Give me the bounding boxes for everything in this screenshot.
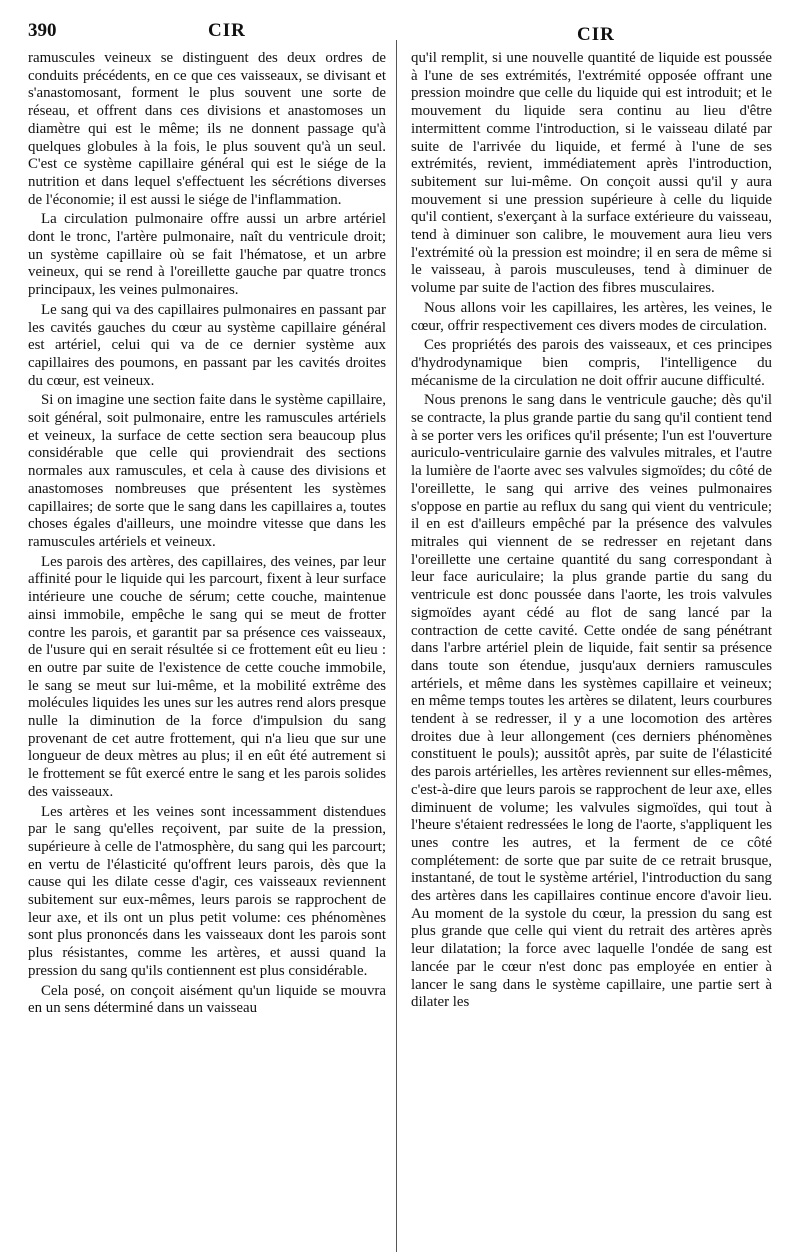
paragraph: qu'il remplit, si une nouvelle quantité de liquide est poussée à l'une de ses extrémités, l'extrémité opposée offrant une pression moindre que celle du liquide qui est introduit; et le mouvement du liquide sera continu au lieu d'être intermittent comme l'introduction, si le vaisseau dilaté par suite de l'arrivée du liquide, et fermé à l'une de ses extrémités, revient, immédiatement après l'introduction, subitement sur lui-même. On conçoit aussi qu'il y aura mouvement si une pression supérieure à celle du liquide qu'il contient, s'exerçant à la surface extérieure du vaisseau, tend à diminuer son calibre, le mouvement aura lieu vers l'extrémité où la pression est moindre; il en sera de même si le vaisseau, à parois musculeuses, tend à diminuer de volume par suite de l'action des fibres musculaires.: [411, 50, 772, 297]
paragraph: Cela posé, on conçoit aisément qu'un liquide se mouvra en un sens déterminé dans un vaisseau: [28, 982, 386, 1017]
paragraph: Les artères et les veines sont incessamment distendues par le sang qu'elles reçoivent, par suite de la pression, supérieure à celle de l'atmosphère, du sang qui les parcourt; en vertu de l'élasticité qu'offrent leurs parois, dès que la cause qui les dilate cesse d'agir, ces vaisseaux reviennent subitement sur eux-mêmes, leurs parois se rapprochent de leur axe, et ils ont un plus petit volume: ces phénomènes sont plus prononcés dans les vaisseaux dont les parois sont plus résistantes, comme les artères, et aussi quand la pression du sang qu'ils contiennent est plus considérable.: [28, 803, 386, 979]
paragraph: La circulation pulmonaire offre aussi un arbre artériel dont le tronc, l'artère pulmonaire, naît du ventricule droit; un système capillaire où se fait l'hématose, et un arbre veineux, qui se rend à l'oreillette gauche par quatre troncs principaux, les veines pulmonaires.: [28, 211, 386, 299]
right-column: [411, 50, 772, 1012]
paragraph: Ces propriétés des parois des vaisseaux, et ces principes d'hydrodynamique bien compris, l'intelligence du mécanisme de la circulation ne doit offrir aucune difficulté.: [411, 337, 772, 389]
paragraph: Nous allons voir les capillaires, les artères, les veines, le cœur, offrir respectivement ces divers modes de circulation.: [411, 299, 772, 334]
running-head-left: CIR: [208, 20, 246, 41]
paragraph: Les parois des artères, des capillaires, des veines, par leur affinité pour le liquide qui les parcourt, fixent à leur surface intérieure une couche de sérum; cette couche, maintenue ainsi immobile, empêche le sang qui se meut de frotter contre les parois, et garantit par sa présence ces vaisseaux, de l'usure qui en serait résultée si ce frottement eût eu lieu : en outre par suite de l'existence de cette couche immobile, le sang se meut sur lui-même, et la mobilité extrême des molécules liquides les unes sur les autres rend alors presque nulle la diminution de la force d'impulsion du sang provenant de cet autre frottement, qui n'a lieu que sur une longueur de deux mètres au plus; il en eût été autrement si le frottement se fût exercé entre le sang et les parois solides des vaisseaux.: [28, 553, 386, 800]
paragraph: ramuscules veineux se distinguent des deux ordres de conduits précédents, en ce que ces vaisseaux, se divisant et s'anastomosant, forment le plus souvent une sorte de réseau, et offrent dans ces divisions et anastomoses un diamètre qui est le même; ils ne donnent passage qu'à quelques globules à la fois, le plus souvent qu'à un seul. C'est ce système capillaire général qui est le siége de la nutrition et dans lequel s'effectuent les sécrétions diverses de l'économie; il est aussi le siége de l'inflammation.: [28, 50, 386, 208]
column-divider: [396, 40, 397, 1252]
page-header: [0, 14, 800, 50]
page-number: 390: [28, 20, 57, 41]
paragraph: Nous prenons le sang dans le ventricule gauche; dès qu'il se contracte, la plus grande partie du sang qu'il contient tend à se porter vers les orifices qu'il présente; l'un est l'ouverture auriculo-ventriculaire garnie des valvules mitrales, et l'autre la lumière de l'aorte avec ses valvules sigmoïdes; du côté de l'oreillette, le sang qui arrive des veines pulmonaires s'oppose en partie au reflux du sang qui vient du ventricule; il en est d'ailleurs empêché par la présence des valvules mitrales qui viennent de se redresser en rejetant dans l'oreillette une certaine quantité du sang correspondant à leur face auriculaire; la plus grande partie du sang du ventricule est donc poussée dans l'aorte, les trois valvules sigmoïdes ayant cédé au flot de sang lancé par la contraction de cette cavité. Cette ondée de sang pénétrant dans l'arbre artériel plein de liquide, fait sentir sa présence dans toute son étendue, jusqu'aux derniers ramuscules artériels, et même dans les systèmes capillaire et veineux; en même temps toutes les artères se dilatent, leurs courbures tendent à se redresser, il y a une locomotion des artères droites due à leur allongement (ces derniers phénomènes constituent le pouls); aussitôt après, par suite de l'élasticité des parois artérielles, les artères reviennent sur elles-mêmes, c'est-à-dire que leurs parois se rapprochent de leur axe, elles diminuent de volume; les valvules sigmoïdes, qui tout à l'heure s'étaient redressées le long de l'aorte, s'appliquent les unes contre les autres, et la ferment de ce côté complétement: de sorte que par suite de ce retrait brusque, instantané, de tout le système artériel, l'introduction du sang des artères dans les capillaires continue encore d'avoir lieu. Au moment de la systole du cœur, la pression du sang est plus grande que celle qui vient du retrait des artères après leur dilatation; la force avec laquelle l'ondée de sang est lancée par le cœur n'est donc pas employée en entier à lancer le sang dans le système capillaire, une partie sert à dilater les: [411, 392, 772, 1011]
left-column: [28, 50, 386, 1018]
paragraph: Si on imagine une section faite dans le système capillaire, soit général, soit pulmonaire, entre les ramuscules artériels et veineux, la surface de cette section sera beaucoup plus considérable que celle qui proviendrait des sections normales aux ramuscules, et cela à cause des divisions et anastomoses nombreuses que présentent les systèmes capillaires; de sorte que le sang dans les capillaires a, toutes choses égales d'ailleurs, une moindre vitesse que dans les ramuscules artériels et veineux.: [28, 392, 386, 550]
running-head-right: CIR: [577, 24, 615, 45]
paragraph: Le sang qui va des capillaires pulmonaires en passant par les cavités gauches du cœur au système capillaire général est artériel, celui qui va de ce dernier système aux capillaires des poumons, en passant par les cavités droites du cœur, est veineux.: [28, 301, 386, 389]
